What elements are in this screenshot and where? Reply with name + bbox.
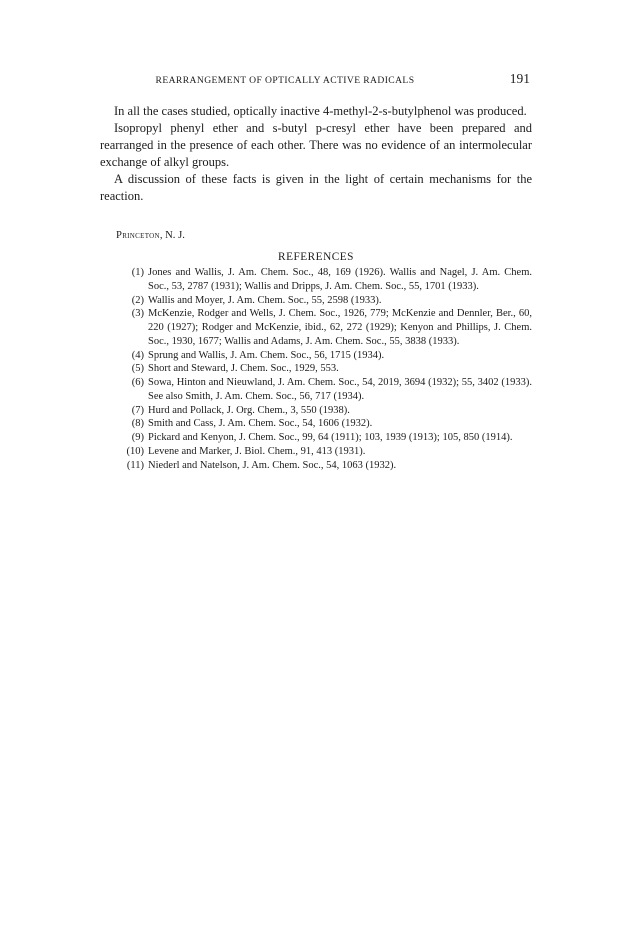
reference-number: (8) [131,418,144,430]
reference-text: Smith and Cass, J. Am. Chem. Soc., 54, 1606 (1932). [148,418,373,430]
body-text [100,103,532,205]
reference-text: Sowa, Hinton and Nieuwland, J. Am. Chem. Soc., 54, 2019, 3694 (1932); 55, 3402 (1933). See also Smith, J. Am. Chem. Soc., 56, 717 (1934). [148,377,532,402]
reference-item [100,294,532,308]
reference-text: Levene and Marker, J. Biol. Chem., 91, 413 (1931). [148,445,366,457]
reference-number: (6) [131,377,144,388]
affiliation-state: , N. J. [159,230,185,241]
affiliation [116,230,185,241]
reference-item [100,362,532,376]
reference-text: Niederl and Natelson, J. Am. Chem. Soc., 54, 1063 (1932). [148,459,397,471]
reference-number: (10) [126,445,144,457]
page-number: 191 [509,71,530,86]
reference-number: (9) [131,432,144,443]
running-head: REARRANGEMENT OF OPTICALLY ACTIVE RADICALS [155,75,415,86]
reference-number: (4) [131,349,144,361]
reference-text: Hurd and Pollack, J. Org. Chem., 3, 550 (1938). [148,404,350,416]
reference-item [100,404,532,418]
reference-number: (7) [131,404,144,416]
reference-item [100,417,532,431]
reference-text: Sprung and Wallis, J. Am. Chem. Soc., 56, 1715 (1934). [148,349,385,361]
paragraph: A discussion of these facts is given in the light of certain mechanisms for the reaction. [100,172,532,203]
reference-text: Jones and Wallis, J. Am. Chem. Soc., 48, 169 (1926). Wallis and Nagel, J. Am. Chem. Soc., 53, 2787 (1931); Wallis and Dripps, J. Am. Chem. Soc., 55, 1701 (1933). [148,267,532,292]
references-heading: REFERENCES [278,251,354,263]
reference-item [100,307,532,348]
page-header [100,70,530,90]
reference-text: Short and Steward, J. Chem. Soc., 1929, 553. [148,363,339,375]
reference-number: (2) [131,294,144,306]
paragraph: Isopropyl phenyl ether and s-butyl p-cresyl ether have been prepared and rearranged in the presence of each other. There was no evidence of an intermolecular exchange of alkyl groups. [100,121,532,169]
reference-item [100,445,532,459]
reference-item [100,459,532,473]
paragraph: In all the cases studied, optically inactive 4-methyl-2-s-butylphenol was produced. [114,104,527,118]
reference-text: Wallis and Moyer, J. Am. Chem. Soc., 55, 2598 (1933). [148,294,382,306]
reference-number: (1) [131,267,144,278]
reference-text: Pickard and Kenyon, J. Chem. Soc., 99, 64 (1911); 103, 1939 (1913); 105, 850 (1914). [148,432,513,443]
reference-number: (5) [131,363,144,375]
reference-text: McKenzie, Rodger and Wells, J. Chem. Soc., 1926, 779; McKenzie and Dennler, Ber., 60, 220 (1927); Rodger and McKenzie, ibid., 62, 272 (1929); Kenyon and Phillips, J. Chem. Soc., 1930, 1677; Wallis and Adams, J. Am. Chem. Soc., 55, 3838 (1933). [148,308,532,347]
reference-item [100,431,532,445]
affiliation-place: Princeton [116,230,160,241]
reference-item [100,266,532,294]
reference-item [100,376,532,404]
reference-number: (3) [131,308,144,320]
reference-number: (11) [126,459,144,471]
reference-item [100,349,532,363]
reference-list [100,266,532,472]
